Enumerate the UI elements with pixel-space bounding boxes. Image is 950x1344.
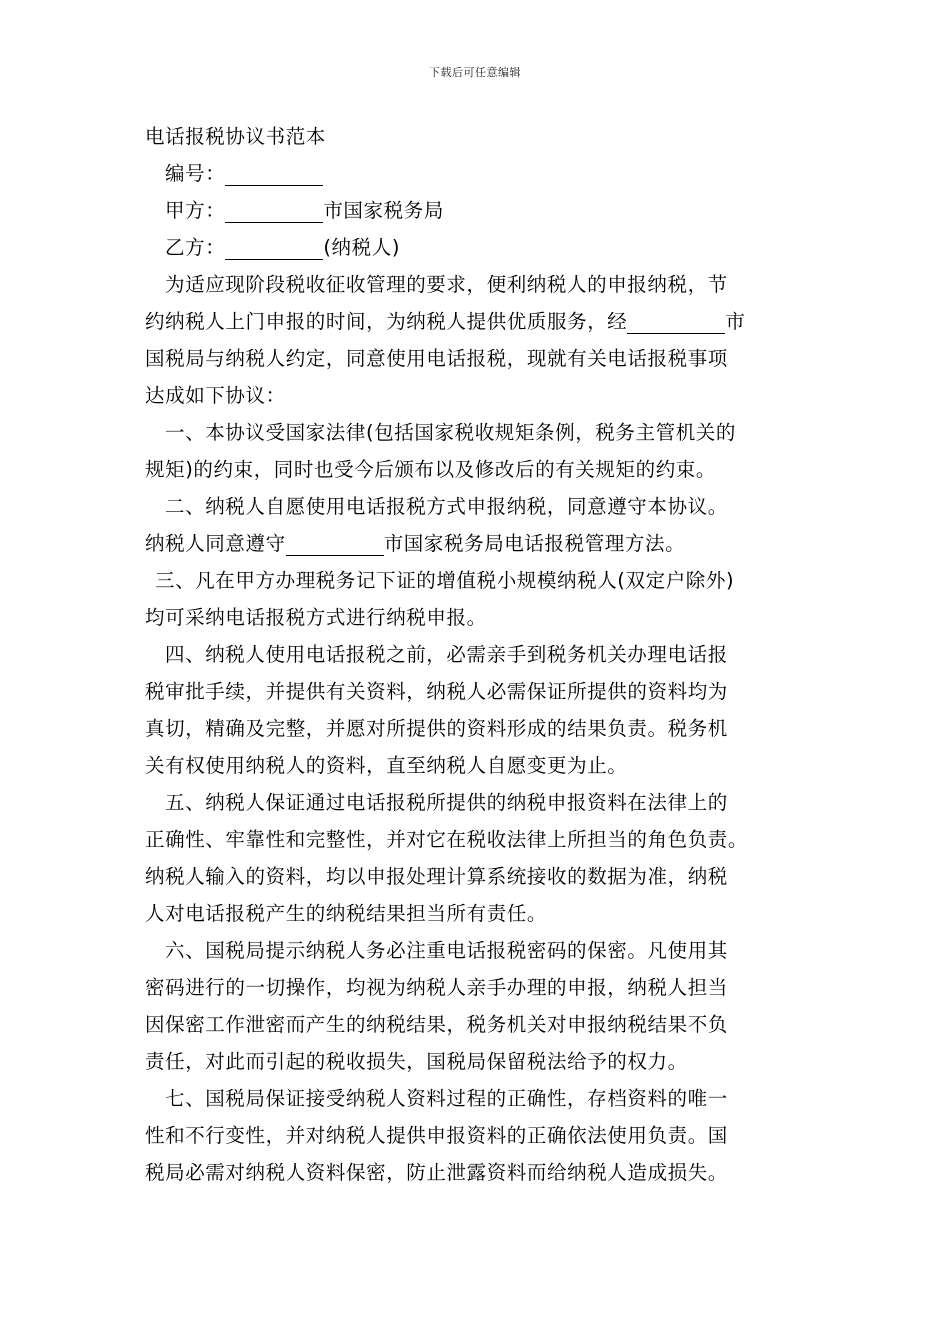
number-blank bbox=[225, 164, 323, 185]
article-6-line-1: 六、国税局提示纳税人务必注重电话报税密码的保密。凡使用其 bbox=[165, 939, 728, 962]
party-b-label: 乙方： bbox=[165, 236, 226, 259]
intro-line-4: 达成如下协议： bbox=[145, 384, 286, 407]
intro-line-3: 国税局与纳税人约定，同意使用电话报税，现就有关电话报税事项 bbox=[145, 347, 728, 370]
article-7-line-3: 税局必需对纳税人资料保密，防止泄露资料而给纳税人造成损失。 bbox=[145, 1161, 728, 1184]
article-6-line-4: 责任，对此而引起的税收损失，国税局保留税法给予的权力。 bbox=[145, 1050, 688, 1073]
party-b-line bbox=[145, 229, 805, 266]
article-2-blank bbox=[286, 534, 384, 555]
document-title: 电话报税协议书范本 bbox=[145, 125, 326, 148]
party-a-line bbox=[145, 192, 805, 229]
article-2-line-1: 二、纳税人自愿使用电话报税方式申报纳税，同意遵守本协议。 bbox=[165, 495, 728, 518]
article-4-line-4: 关有权使用纳税人的资料，直至纳税人自愿变更为止。 bbox=[145, 754, 628, 777]
header-note: 下载后可任意编辑 bbox=[429, 66, 521, 79]
party-a-blank bbox=[225, 201, 323, 222]
intro-line-2 bbox=[145, 303, 805, 340]
intro-line-1: 为适应现阶段税收征收管理的要求，便利纳税人的申报纳税，节 bbox=[165, 273, 728, 296]
article-6-line-2: 密码进行的一切操作，均视为纳税人亲手办理的申报，纳税人担当 bbox=[145, 976, 728, 999]
article-7-line-2: 性和不行变性，并对纳税人提供申报资料的正确依法使用负责。国 bbox=[145, 1124, 728, 1147]
article-3-line-1: 三、凡在甲方办理税务记下证的增值税小规模纳税人(双定户除外) bbox=[155, 569, 735, 592]
article-5-line-1: 五、纳税人保证通过电话报税所提供的纳税申报资料在法律上的 bbox=[165, 791, 728, 814]
party-b-suffix: (纳税人) bbox=[323, 236, 401, 259]
intro-blank bbox=[627, 312, 725, 333]
article-5-line-3: 纳税人输入的资料，均以申报处理计算系统接收的数据为准，纳税 bbox=[145, 865, 728, 888]
intro-line-2-suffix: 市 bbox=[725, 310, 746, 333]
party-b-blank bbox=[225, 238, 323, 259]
article-5-line-4: 人对电话报税产生的纳税结果担当所有责任。 bbox=[145, 902, 548, 925]
article-2-line-2-suffix: 市国家税务局电话报税管理方法。 bbox=[383, 532, 686, 555]
article-7-line-1: 七、国税局保证接受纳税人资料过程的正确性，存档资料的唯一 bbox=[165, 1087, 728, 1110]
article-6-line-3: 因保密工作泄密而产生的纳税结果，税务机关对申报纳税结果不负 bbox=[145, 1013, 728, 1036]
article-4-line-2: 税审批手续，并提供有关资料，纳税人必需保证所提供的资料均为 bbox=[145, 680, 728, 703]
intro-line-2-text: 约纳税人上门申报的时间，为纳税人提供优质服务，经 bbox=[145, 310, 628, 333]
article-2-line-2-text: 纳税人同意遵守 bbox=[145, 532, 286, 555]
article-4-line-1: 四、纳税人使用电话报税之前，必需亲手到税务机关办理电话报 bbox=[165, 643, 728, 666]
article-1-line-2: 规矩)的约束，同时也受今后颁布以及修改后的有关规矩的约束。 bbox=[145, 458, 717, 481]
party-a-label: 甲方： bbox=[165, 199, 226, 222]
article-5-line-2: 正确性、牢靠性和完整性，并对它在税收法律上所担当的角色负责。 bbox=[145, 828, 749, 851]
party-a-suffix: 市国家税务局 bbox=[323, 199, 444, 222]
article-4-line-3: 真切，精确及完整，并愿对所提供的资料形成的结果负责。税务机 bbox=[145, 717, 728, 740]
article-1-line-1: 一、本协议受国家法律(包括国家税收规矩条例，税务主管机关的 bbox=[165, 421, 737, 444]
article-3-line-2: 均可采纳电话报税方式进行纳税申报。 bbox=[145, 606, 487, 629]
article-2-line-2 bbox=[145, 525, 805, 562]
number-line bbox=[145, 155, 805, 192]
number-label: 编号： bbox=[165, 162, 226, 185]
document-body bbox=[145, 118, 805, 1191]
